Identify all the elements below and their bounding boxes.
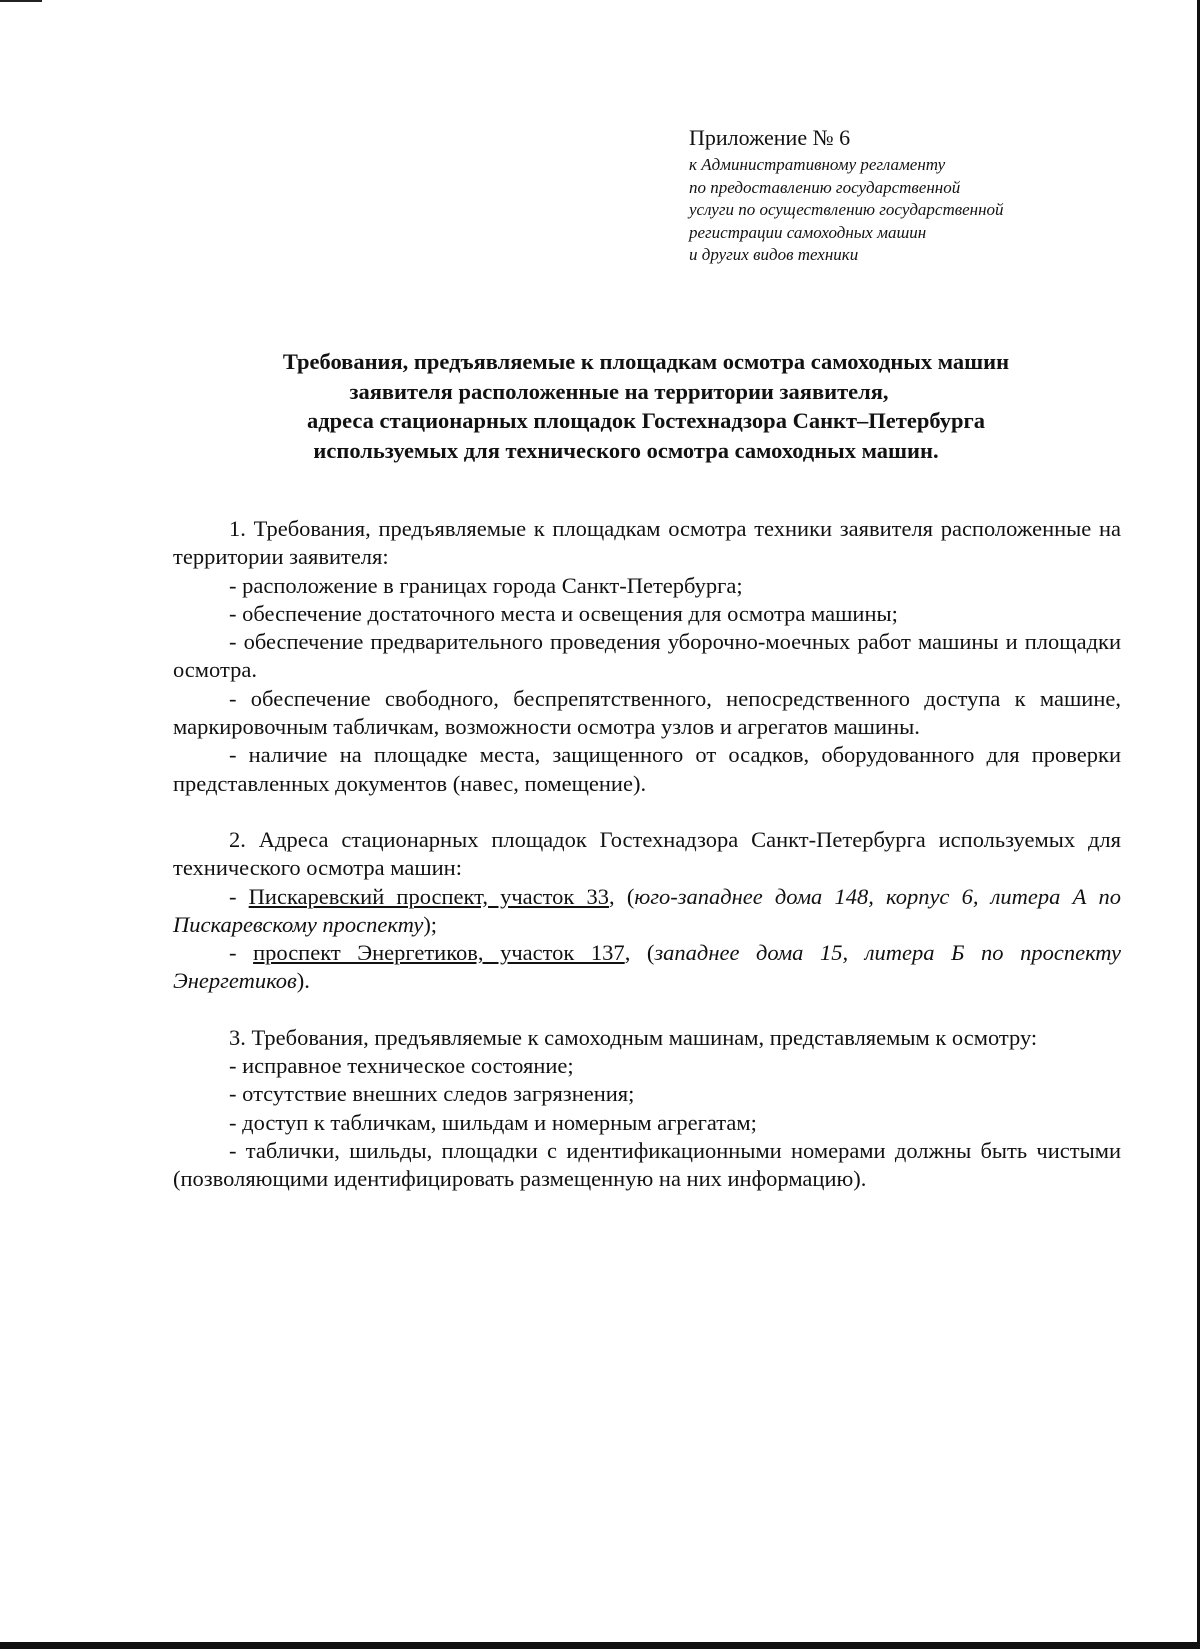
section-1-item: - обеспечение свободного, беспрепятственного, непосредственного доступа к машине, маркировочным табличкам, возможности осмотра узлов и агрегатов машины.: [173, 685, 1121, 740]
section-2-heading: 2. Адреса стационарных площадок Гостехнадзора Санкт-Петербурга используемых для технического осмотра машин:: [173, 826, 1121, 881]
section-1-item: - наличие на площадке места, защищенного от осадков, оборудованного для проверки представленных документов (навес, помещение).: [173, 742, 1121, 796]
scan-artifact-top: [0, 0, 42, 2]
title-line: заявителя расположенные на территории заявителя,: [349, 378, 889, 404]
appendix-line: к Административному регламенту: [689, 155, 946, 174]
address-text: Пискаревский проспект, участок 33: [248, 883, 610, 909]
address-text: проспект Энергетиков, участок 137: [253, 940, 625, 966]
address-suffix: );: [423, 911, 438, 937]
address-item: [173, 883, 1121, 940]
appendix-title: Приложение № 6: [689, 125, 851, 150]
address-item: [173, 939, 1121, 996]
section-3-item: - исправное техническое состояние;: [229, 1053, 574, 1079]
title-line: используемых для технического осмотра самоходных машин.: [313, 437, 939, 463]
document-title: [172, 347, 1120, 465]
section-1-item: - расположение в границах города Санкт-Петербурга;: [229, 572, 743, 598]
address-separator: , (: [609, 883, 635, 909]
section-1-item: - обеспечение достаточного места и освещения для осмотра машины;: [229, 600, 898, 626]
title-line: адреса стационарных площадок Гостехнадзора Санкт–Петербурга: [307, 408, 985, 433]
appendix-line: услуги по осуществлению государственной: [689, 200, 1004, 219]
section-3-item: - отсутствие внешних следов загрязнения;: [229, 1081, 635, 1107]
address-note: западнее дома 15, литера Б по проспекту Энергетиков: [173, 940, 1121, 994]
appendix-line: регистрации самоходных машин: [689, 222, 927, 242]
address-separator: , (: [624, 940, 655, 966]
document-body: [173, 515, 1121, 1194]
appendix-block: [689, 124, 1169, 267]
address-prefix: -: [229, 883, 249, 909]
address-suffix: ).: [296, 968, 310, 994]
section-1-item: - обеспечение предварительного проведения уборочно-моечных работ машины и площадки осмотра.: [173, 629, 1121, 683]
section-3-item: - доступ к табличкам, шильдам и номерным агрегатам;: [229, 1109, 757, 1135]
section-1-heading: 1. Требования, предъявляемые к площадкам осмотра техники заявителя расположенные на территории заявителя:: [173, 516, 1121, 570]
address-note: юго-западнее дома 148, корпус 6, литера А по Пискаревскому проспекту: [173, 883, 1121, 937]
appendix-line: по предоставлению государственной: [689, 177, 961, 197]
section-3-item: - таблички, шильды, площадки с идентификационными номерами должны быть чистыми (позволяющими идентифицировать размещенную на них информацию).: [173, 1137, 1121, 1192]
section-gap: [173, 996, 1121, 1024]
address-prefix: -: [229, 940, 254, 966]
section-gap: [173, 798, 1121, 826]
title-line: Требования, предъявляемые к площадкам осмотра самоходных машин: [282, 349, 1010, 374]
section-3-heading: 3. Требования, предъявляемые к самоходным машинам, представляемым к осмотру:: [229, 1024, 1038, 1050]
scan-border-bottom: [0, 1642, 1200, 1649]
appendix-line: и других видов техники: [689, 245, 859, 264]
